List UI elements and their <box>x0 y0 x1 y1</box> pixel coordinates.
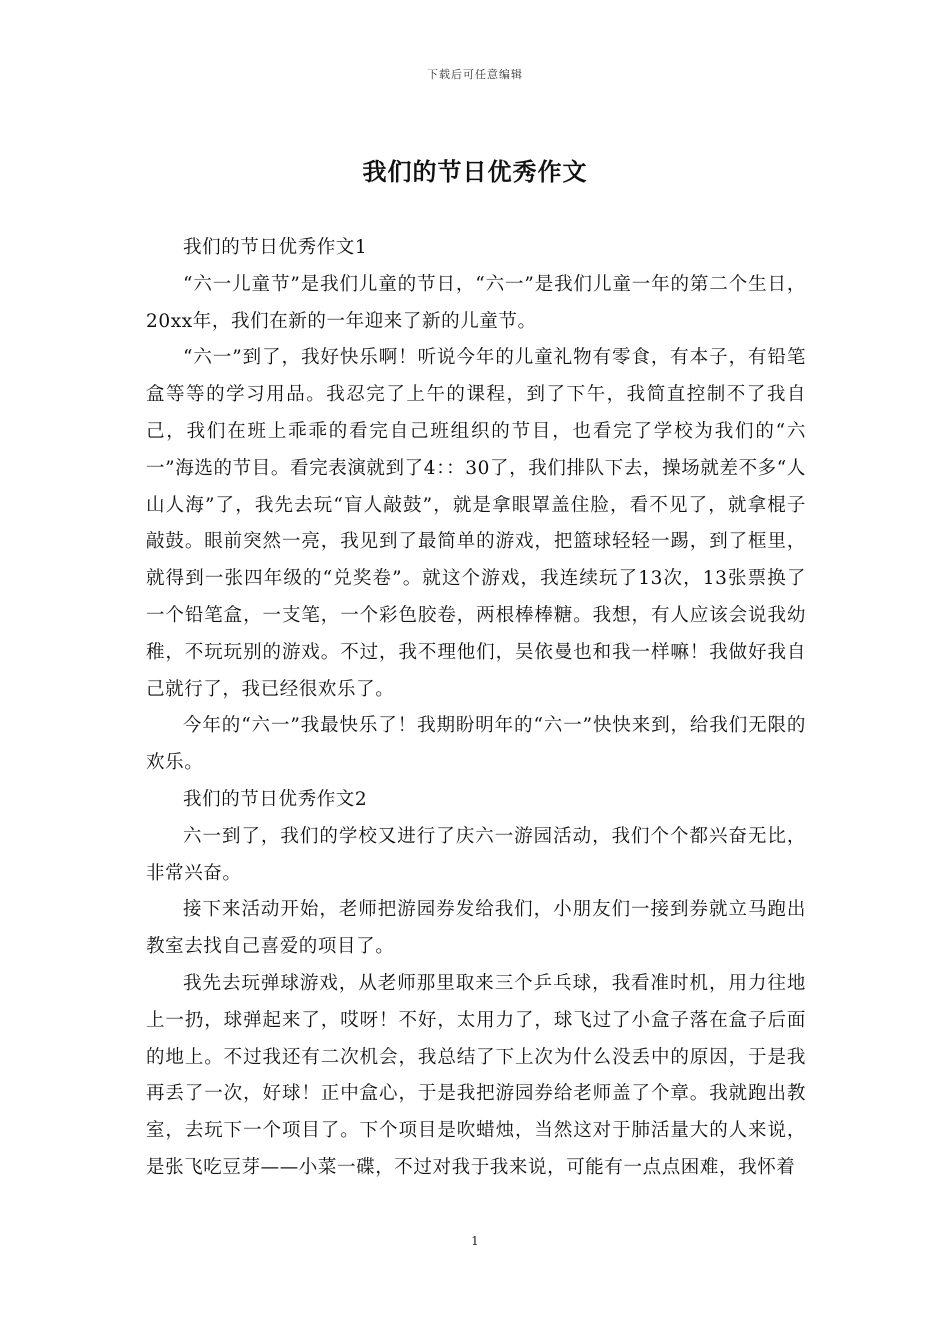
page-number: 1 <box>471 1234 479 1248</box>
page-header-note: 下载后可任意编辑 <box>427 68 523 81</box>
paragraph: 六一到了，我们的学校又进行了庆六一游园活动，我们个个都兴奋无比，非常兴奋。 <box>146 825 806 884</box>
paragraph: “六一儿童节”是我们儿童的节日，“六一”是我们儿童一年的第二个生日，20xx年，我们在新的一年迎来了新的儿童节。 <box>146 273 806 332</box>
essay-2-heading: 我们的节日优秀作文2 <box>183 788 368 810</box>
document-title: 我们的节日优秀作文 <box>362 157 588 186</box>
paragraph: “六一”到了，我好快乐啊！听说今年的儿童礼物有零食，有本子，有铅笔盒等等的学习用品。我忍完了上午的课程，到了下午，我简直控制不了我自己，我们在班上乖乖的看完自己班组织的节目，也看完了学校为我们的“六一”海选的节目。看完表演就到了4：：30了，我们排队下去，操场就差不多“人山人海”了，我先去玩“盲人敲鼓”，就是拿眼罩盖住脸，看不见了，就拿棍子敲鼓。眼前突然一亮，我见到了最简单的游戏，把篮球轻轻一踢，到了框里，就得到一张四年级的“兑奖卷”。就这个游戏，我连续玩了13次，13张票换了一个铅笔盒，一支笔，一个彩色胶卷，两根棒棒糖。我想，有人应该会说我幼稚，不玩玩别的游戏。不过，我不理他们，吴依曼也和我一样嘛！我做好我自己就行了，我已经很欢乐了。 <box>146 347 806 700</box>
essay-1-heading: 我们的节日优秀作文1 <box>183 237 368 258</box>
document-body <box>146 230 806 1187</box>
paragraph: 今年的“六一”我最快乐了！我期盼明年的“六一”快快来到，给我们无限的欢乐。 <box>146 715 806 774</box>
paragraph: 我先去玩弹球游戏，从老师那里取来三个乒乓球，我看准时机，用力往地上一扔，球弹起来了，哎呀！不好，太用力了，球飞过了小盒子落在盒子后面的地上。不过我还有二次机会，我总结了下上次为什么没丢中的原因，于是我再丢了一次，好球！正中盒心，于是我把游园券给老师盖了个章。我就跑出教室，去玩下一个项目了。下个项目是吹蜡烛，当然这对于肺活量大的人来说，是张飞吃豆芽——小菜一碟，不过对我于我来说，可能有一点点困难，我怀着 <box>146 972 806 1178</box>
paragraph: 接下来活动开始，老师把游园券发给我们，小朋友们一接到券就立马跑出教室去找自己喜爱的项目了。 <box>146 899 806 958</box>
